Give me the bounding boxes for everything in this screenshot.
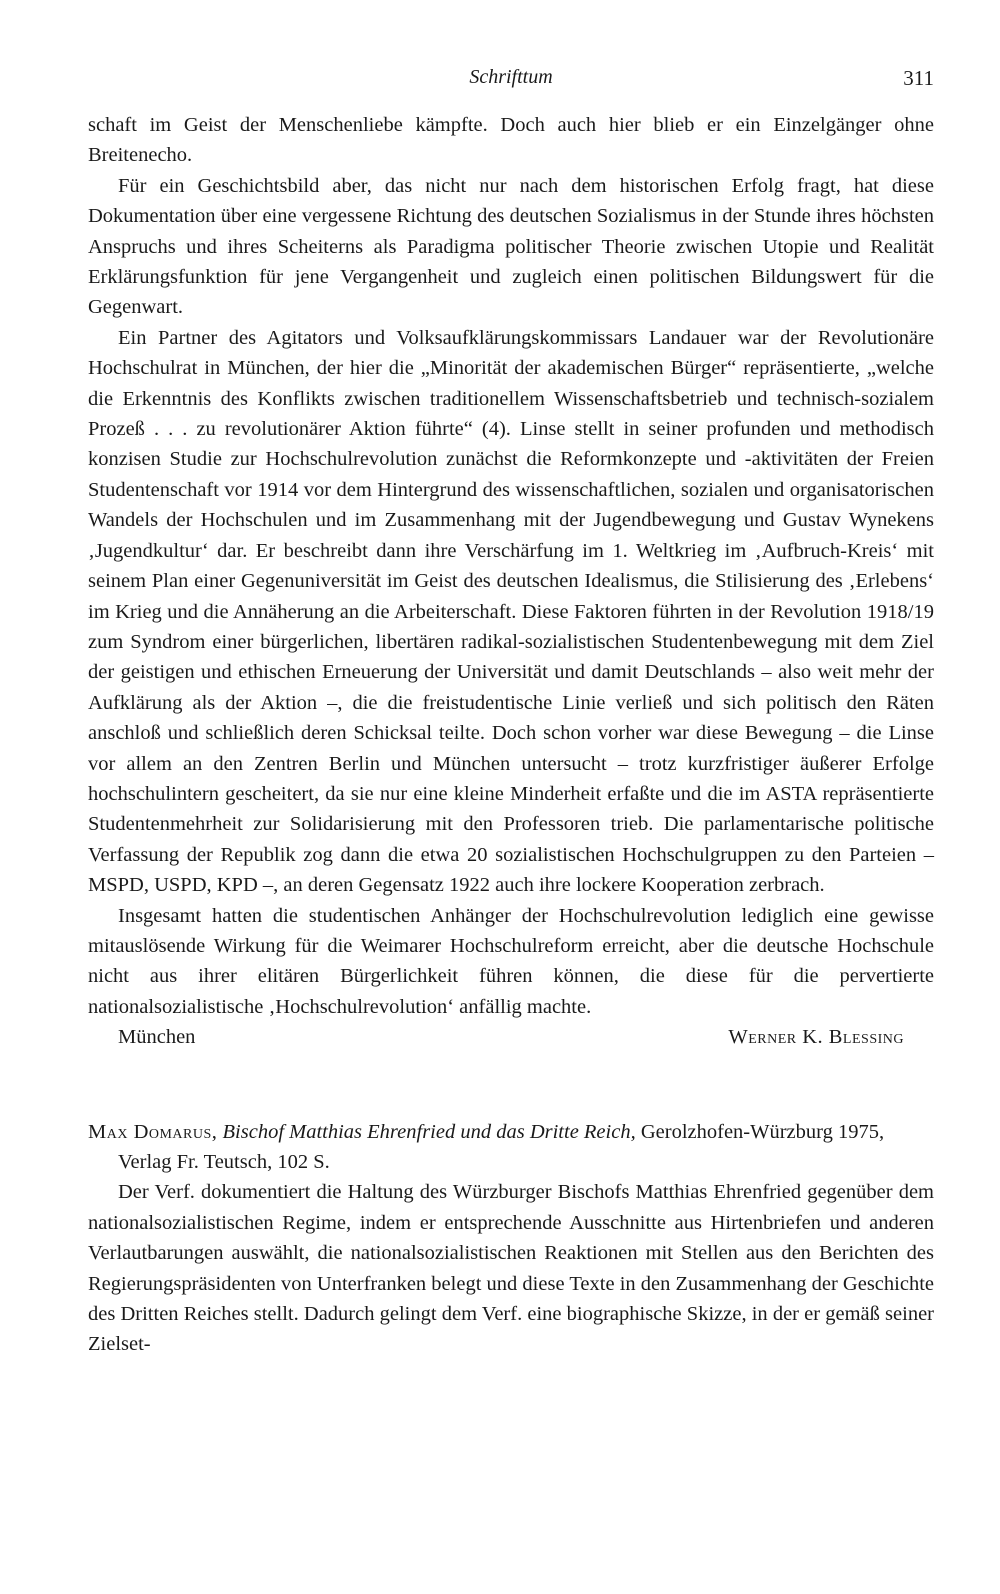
running-head	[88, 60, 934, 96]
document-page	[88, 60, 934, 1360]
paragraph: Insgesamt hatten die studentischen Anhänger der Hochschulrevolution lediglich eine gewisse mitauslösende Wirkung für die Weimarer Hochschulreform erreicht, aber die deutsche Hochschule nicht aus ihrer elitären Bürgerlichkeit führen können, die diese für die pervertierte nationalsozialistische ‚Hochschulrevolution‘ anfällig machte.	[88, 904, 934, 1018]
paragraph: Ein Partner des Agitators und Volksaufklärungskommissars Landauer war der Revolutionäre Hochschulrat in München, der hier die „Minorität der akademischen Bürger“ repräsentierte, „welche die Erkenntnis des Konflikts zwischen traditionellem Wissenschaftsbetrieb und technisch-sozialem Prozeß . . . zu revolutionärer Aktion führte“ (4). Linse stellt in seiner profunden und methodisch konzisen Studie zur Hochschulrevolution zunächst die Reformkonzepte und -aktivitäten der Freien Studentenschaft vor 1914 vor dem Hintergrund des wissenschaftlichen, sozialen und organisatorischen Wandels der Hochschulen und im Zusammenhang mit der Jugendbewegung und Gustav Wynekens ‚Jugendkultur‘ dar. Er beschreibt dann ihre Verschärfung im 1. Weltkrieg im ‚Aufbruch-Kreis‘ mit seinem Plan einer Gegenuniversität im Geist des deutschen Idealismus, die Stilisierung des ‚Erlebens‘ im Krieg und die Annäherung an die Arbeiterschaft. Diese Faktoren führten in der Revolution 1918/19 zum Syndrom einer bürgerlichen, libertären radikal-sozialistischen Studentenbewegung mit dem Ziel der geistigen und ethischen Erneuerung der Universität und damit Deutschlands – also weit mehr der Aufklärung als der Aktion –, die die freistudentische Linie verließ und sich politisch den Räten anschloß und schließlich deren Schicksal teilte. Doch schon vorher war diese Bewegung – die Linse vor allem an den Zentren Berlin und München untersucht – trotz kurzfristiger äußerer Erfolge hochschulintern gescheitert, da sie nur eine kleine Minderheit erfaßte und die im ASTA repräsentierte Studentenmehrheit zur Solidarisierung mit den Professoren trieb. Die parlamentarische politische Verfassung der Republik zog dann die etwa 20 sozialistischen Hochschulgruppen zu den Parteien – MSPD, USPD, KPD –, an deren Gegensatz 1922 auch ihre lockere Kooperation zerbrach.	[88, 326, 934, 897]
paragraph: Für ein Geschichtsbild aber, das nicht nur nach dem historischen Erfolg fragt, hat diese Dokumentation über eine vergessene Richtung des deutschen Sozialismus in der Stunde ihres höchsten Anspruchs und ihres Scheiterns als Paradigma politischer Theorie zwischen Utopie und Realität Erklärungsfunktion für jene Vergangenheit und zugleich einen politischen Bildungswert für die Gegenwart.	[88, 174, 934, 319]
signature-author: Werner K. Blessing	[728, 1026, 904, 1049]
signature-place: München	[118, 1026, 196, 1049]
review-publication: Gerolzhofen-Würzburg 1975, Verlag Fr. Teutsch, 102 S.	[118, 1120, 885, 1173]
review-author: Max Domarus,	[88, 1120, 218, 1143]
review-citation	[88, 1117, 934, 1178]
paragraph-continuation: schaft im Geist der Menschenliebe kämpfte. Doch auch hier blieb er ein Einzelgänger ohne Breitenecho.	[88, 114, 934, 167]
review-book-title: Bischof Matthias Ehrenfried und das Dritte Reich,	[222, 1120, 636, 1143]
running-title: Schrifttum	[469, 66, 553, 88]
review-signature	[88, 1022, 934, 1052]
review-body: Der Verf. dokumentiert die Haltung des Würzburger Bischofs Matthias Ehrenfried gegenüber dem nationalsozialistischen Regime, indem er entsprechende Ausschnitte aus Hirtenbriefen und anderen Verlautbarungen auswählt, die nationalsozialistischen Reaktionen mit Stellen aus den Berichten des Regierungspräsidenten von Unterfranken belegt und diese Texte in den Zusammenhang der Geschichte des Dritten Reiches stellt. Dadurch gelingt dem Verf. eine biographische Skizze, in der er gemäß seiner Zielset-	[88, 1181, 934, 1356]
page-number: 311	[903, 66, 934, 90]
